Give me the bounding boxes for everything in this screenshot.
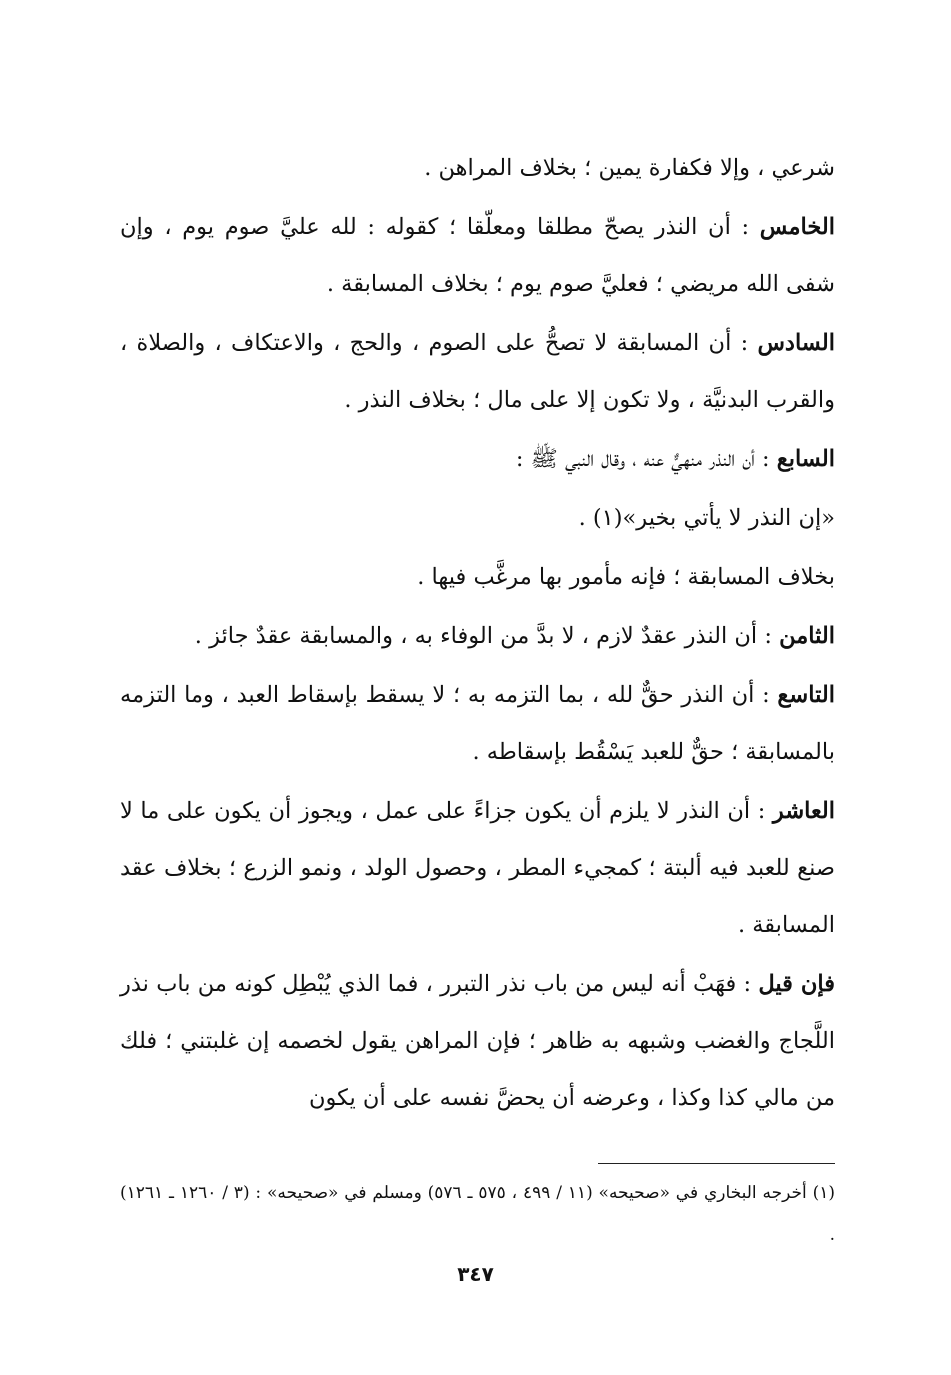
paragraph-term: السادس bbox=[757, 330, 835, 356]
paragraph-text: : أن النذر حقٌّ لله ، بما التزمه به ؛ لا يسقط بإسقاط العبد ، وما التزمه بالمسابقة ؛ حقٌّ للعبد يَسْقُط بإسقاطه . bbox=[120, 682, 835, 765]
paragraph-term: العاشر bbox=[772, 798, 835, 824]
paragraph-term: فإن قيل bbox=[758, 971, 835, 997]
footnote bbox=[120, 1172, 835, 1256]
paragraph-term: السابع bbox=[776, 446, 835, 472]
paragraph-text: «إن النذر لا يأتي بخير»(١) . bbox=[578, 505, 835, 531]
paragraph-seventh bbox=[120, 431, 835, 488]
page-body bbox=[120, 140, 835, 1129]
paragraph-text: : فهَبْ أنه ليس من باب نذر التبرر ، فما الذي يُبْطِل كونه من باب نذر اللَّجاج والغضب وشبهه به ظاهر ؛ فإن المراهن يقول لخصمه إن غلبتني ؛ فلك من مالي كذا وكذا ، وعرضه أن يحضَّ نفسه على أن يكون bbox=[120, 971, 835, 1111]
paragraph-objection bbox=[120, 956, 835, 1127]
footnote-divider bbox=[598, 1163, 835, 1164]
page-number: ٣٤٧ bbox=[457, 1262, 494, 1286]
paragraph-ninth bbox=[120, 667, 835, 781]
paragraph-sixth bbox=[120, 315, 835, 429]
paragraph-text: : أن النذر يصحّ مطلقا ومعلّقا ؛ كقوله : لله عليَّ صوم يوم ، وإن شفى الله مريضي ؛ فعليَّ صوم يوم ؛ بخلاف المسابقة . bbox=[120, 214, 835, 297]
paragraph-text: : أن النذر لا يلزم أن يكون جزاءً على عمل ، ويجوز أن يكون على ما لا صنع للعبد فيه ألبتة ؛ كمجيء المطر ، وحصول الولد ، ونمو الزرع ؛ بخلاف عقد المسابقة . bbox=[120, 798, 835, 938]
paragraph-eighth bbox=[120, 608, 835, 665]
paragraph-text: : أن النذر منهيٌّ عنه ، وقال النبي ﷺ : bbox=[515, 446, 777, 472]
paragraph-seventh-cont bbox=[120, 549, 835, 606]
paragraph-text: شرعي ، وإلا فكفارة يمين ؛ بخلاف المراهن . bbox=[424, 155, 835, 181]
paragraph-fifth bbox=[120, 199, 835, 313]
paragraph-term: التاسع bbox=[777, 682, 835, 708]
paragraph-text: بخلاف المسابقة ؛ فإنه مأمور بها مرغَّب فيها . bbox=[417, 564, 835, 590]
footnote-text: (١) أخرجه البخاري في «صحيحه» (١١ / ٤٩٩ ، ٥٧٥ ـ ٥٧٦) ومسلم في «صحيحه» : (٣ / ١٢٦٠ ـ ١٢٦١) . bbox=[120, 1183, 835, 1245]
paragraph-text: : أن النذر عقدٌ لازم ، لا بدَّ من الوفاء به ، والمسابقة عقدٌ جائز . bbox=[194, 623, 780, 649]
paragraph-tenth bbox=[120, 783, 835, 954]
paragraph-continuation bbox=[120, 140, 835, 197]
paragraph-term: الخامس bbox=[759, 214, 835, 240]
paragraph-hadith-quote bbox=[120, 490, 835, 547]
paragraph-text: : أن المسابقة لا تصحُّ على الصوم ، والحج ، والاعتكاف ، والصلاة ، والقرب البدنيَّة ، ولا تكون إلا على مال ؛ بخلاف النذر . bbox=[120, 330, 835, 413]
paragraph-term: الثامن bbox=[779, 623, 835, 649]
